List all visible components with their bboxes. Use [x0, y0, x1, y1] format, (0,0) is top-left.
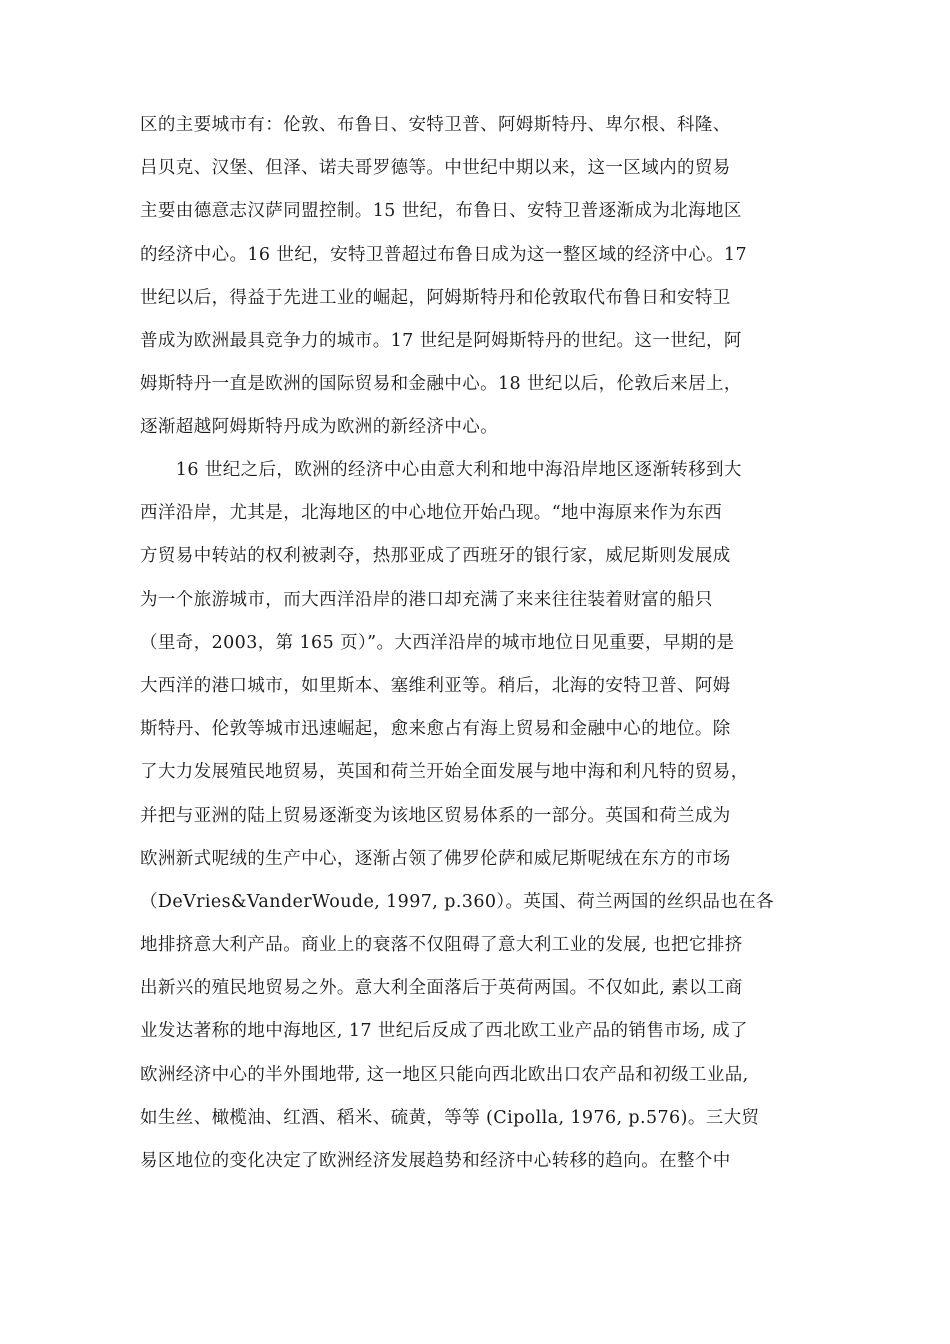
text-line: 逐渐超越阿姆斯特丹成为欧洲的新经济中心。	[140, 417, 498, 438]
text-line: 方贸易中转站的权利被剥夺，热那亚成了西班牙的银行家，威尼斯则发展成	[140, 546, 731, 567]
text-line: 了大力发展殖民地贸易，英国和荷兰开始全面发展与地中海和利凡特的贸易，	[140, 762, 749, 783]
text-line: 如生丝、橄榄油、红酒、稻米、硫黄，等等 (Cipolla, 1976, p.576)。三大贸	[140, 1107, 760, 1128]
text-line: 欧洲新式呢绒的生产中心，逐渐占领了佛罗伦萨和威尼斯呢绒在东方的市场	[140, 848, 731, 869]
text-line: 并把与亚洲的陆上贸易逐渐变为该地区贸易体系的一部分。英国和荷兰成为	[140, 805, 731, 826]
text-line: 欧洲经济中心的半外围地带, 这一地区只能向西北欧出口农产品和初级工业品,	[140, 1064, 749, 1085]
text-line: 吕贝克、汉堡、但泽、诺夫哥罗德等。中世纪中期以来，这一区域内的贸易	[140, 158, 731, 179]
paragraph-1	[140, 104, 830, 450]
text-line: 地排挤意大利产品。商业上的衰落不仅阻碍了意大利工业的发展, 也把它排挤	[140, 935, 743, 956]
text-line: 为一个旅游城市，而大西洋沿岸的港口却充满了来来往往装着财富的船只	[140, 589, 713, 610]
text-line: 易区地位的变化决定了欧洲经济发展趋势和经济中心转移的趋向。在整个中	[140, 1151, 731, 1171]
text-line: 斯特丹、伦敦等城市迅速崛起，愈来愈占有海上贸易和金融中心的地位。除	[140, 719, 731, 740]
text-line: （里奇，2003，第 165 页）”。大西洋沿岸的城市地位日见重要，早期的是	[140, 632, 735, 653]
text-line: 16 世纪之后，欧洲的经济中心由意大利和地中海沿岸地区逐渐转移到大	[140, 460, 742, 480]
text-line: 出新兴的殖民地贸易之外。意大利全面落后于英荷两国。不仅如此, 素以工商	[140, 978, 743, 999]
text-line: 世纪以后，得益于先进工业的崛起，阿姆斯特丹和伦敦取代布鲁日和安特卫	[140, 287, 731, 308]
text-line: 业发达著称的地中海地区, 17 世纪后反成了西北欧工业产品的销售市场, 成了	[140, 1021, 748, 1042]
paragraph-2	[140, 449, 830, 1183]
text-line: 区的主要城市有：伦敦、布鲁日、安特卫普、阿姆斯特丹、卑尔根、科隆、	[140, 115, 731, 135]
text-line: （DeVries&VanderWoude, 1997, p.360）。英国、荷兰两国的丝织品也在各	[140, 891, 775, 912]
text-line: 的经济中心。16 世纪，安特卫普超过布鲁日成为这一整区域的经济中心。17	[140, 244, 747, 265]
text-line: 普成为欧洲最具竞争力的城市。17 世纪是阿姆斯特丹的世纪。这一世纪，阿	[140, 330, 742, 351]
text-line: 西洋沿岸，尤其是，北海地区的中心地位开始凸现。“地中海原来作为东西	[140, 503, 723, 524]
text-line: 姆斯特丹一直是欧洲的国际贸易和金融中心。18 世纪以后，伦敦后来居上，	[140, 374, 742, 395]
text-line: 大西洋的港口城市，如里斯本、塞维利亚等。稍后，北海的安特卫普、阿姆	[140, 675, 731, 696]
text-line: 主要由德意志汉萨同盟控制。15 世纪，布鲁日、安特卫普逐渐成为北海地区	[140, 201, 742, 222]
